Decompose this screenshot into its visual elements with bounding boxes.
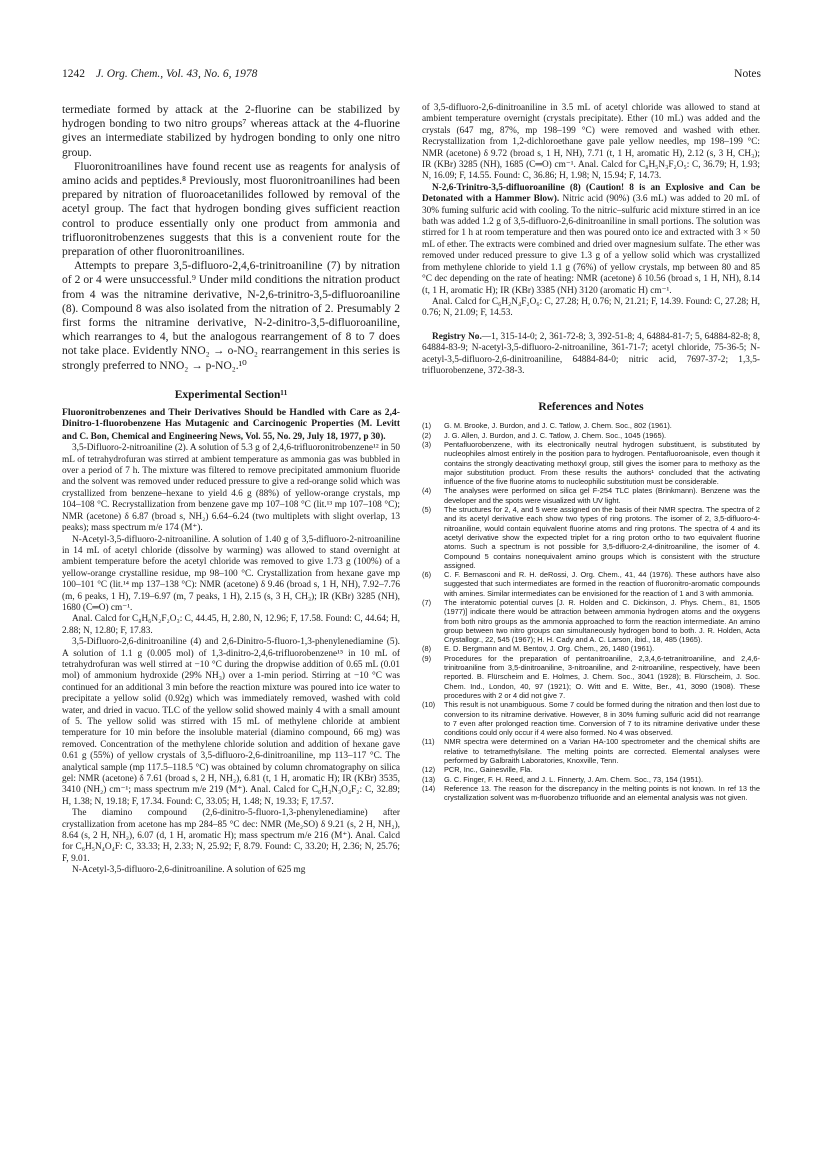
reference-text: PCR, Inc., Gainesville, Fla. (444, 765, 533, 775)
reference-text: The analyses were performed on silica gel F-254 TLC plates (Brinkmann). Benzene was the developer and the spots were visualized with UV light. (444, 486, 760, 505)
reference-number: (10) (422, 700, 436, 710)
references-list (422, 421, 760, 802)
reference-text: Procedures for the preparation of pentanitroaniline, 2,3,4,6-tetranitroaniline, and 2,4,6-trinitroaniline from 3,5-dinitroaniline, 3-nitroaniline, and 2-nitroaniline, respectively, have been reported. B. Flürscheim and E. Holmes, J. Chem. Soc., 3041 (1928); B. Flürscheim, J. Soc. Chem. Ind., London, 40, 97 (1921); O. Witt and E. Witte, Ber., 41, 3090 (1908). These procedures with 2 or 4 did not give 7. (444, 653, 760, 700)
reference-item (422, 440, 760, 486)
reference-text: The interatomic potential curves [J. R. Holden and C. Dickinson, J. Phys. Chem., 81, 1505 (1977)] indicate there would be attraction between ammonia hydrogen atoms and the oxygens from both nitro groups as the ammonia approached to form the reaction intermediate. An amino group between two nitro groups can simultaneously hydrogen bond to both. J. R. Holden, Acta Crystallogr., 22, 545 (1967); H. H. Cady and A. C. Larson, ibid., 18, 485 (1965). (444, 597, 760, 645)
reference-item (422, 775, 760, 784)
registry-numbers (422, 332, 760, 378)
compound-8-procedure: Nitric acid (90%) (3.6 mL) was added to 20 mL of 30% fuming sulfuric acid with cooling. To the nitric–sulfuric acid mixture stirred in an ice bath was added 1.2 g of 3,5-difluoro-2,6-dinitroaniline in small portions. The solution was stirred for 1 h at room temperature and then was poured onto ice and extracted with 3 × 50 mL of ether. The extracts were combined and dried over magnesium sulfate. The ether was removed under reduced pressure to give 1.3 g of a yellow solid which was crystallized from methylene chloride to yield 1.1 g (76%) of yellow crystals, mp between 80 and 85 °C dec depending on the rate of heating: NMR (acetone) δ 10.56 (broad s, 1 H, NH), 8.14 (t, 1 H, aromatic H); IR (KBr) 3385 (NH) 3120 (aromatic H) cm⁻¹. (422, 194, 760, 296)
experimental-paragraph-7: of 3,5-difluoro-2,6-dinitroaniline in 3.5 mL of acetyl chloride was allowed to stand at ambient temperature overnight (crystals precipitate). Ether (10 mL) was added and the crystals (647 mg, 87%, mp 198–199 °C) were removed and washed with ether. Recrystallization from 1,2-dichloroethane gave pale yellow needles, mp 198–199 °C: NMR (acetone) δ 9.72 (broad s, 1 H, NH), 7.71 (t, 1 H, aromatic H), 2.12 (s, 3 H, CH₃); IR (KBr) 3285 (NH), 1685 (C═O) cm⁻¹. Anal. Calcd for C₈H₅N₃F₂O₅: C, 36.79; H, 1.93; N, 16.09; F, 14.55. Found: C, 36.86; H, 1.98; N, 15.94; F, 14.73. (422, 103, 760, 182)
reference-text: Reference 13. The reason for the discrepancy in the melting points is not known. In ref 13 the crystallization solvent was m-fluorobenzo trifluoride and an elemental analysis was not given. (444, 783, 760, 803)
registry-list: —1, 315-14-0; 2, 361-72-8; 3, 392-51-8; 4, 64884-81-7; 5, 64884-82-8; 8, 64884-83-9; N-acetyl-3,5-difluoro-2-nitroaniline, 361-71-7; acetyl chloride, 75-36-5; N-acetyl-3,5-difluoro-2,6-dinitroaniline, 64884-84-0; nitric acid, 7697-37-2; 1,3,5-trifluorobenzene, 372-38-3. (422, 331, 760, 376)
intro-paragraph-2: Fluoronitroanilines have found recent use as reagents for analysis of amino acids and peptides.⁸ Previously, most fluoronitroanilines had been prepared by nitration of fluoroacetanilides followed by removal of the acetyl group. The fact that hydrogen bonding gives sufficient reaction control to produce essentially only one product from ammonia and trifluoronitrobenzenes suggests that this is a convenient route for the preparation of other fluoronitroanilines. (62, 160, 400, 259)
registry-label: Registry No. (432, 331, 482, 342)
reference-number: (1) (422, 421, 432, 431)
experimental-paragraph-9: Anal. Calcd for C₆H₂N₄F₂O₆: C, 27.28; H, 0.76; N, 21.21; F, 14.39. Found: C, 27.28; H, 0.76; N, 21.09; F, 14.53. (422, 296, 760, 319)
reference-item (422, 700, 760, 737)
reference-number: (5) (422, 505, 432, 515)
right-column (422, 103, 760, 803)
reference-item (422, 737, 760, 765)
reference-item (422, 486, 760, 505)
section-label: Notes (734, 68, 761, 80)
reference-text: G. C. Finger, F. H. Reed, and J. L. Finnerty, J. Am. Chem. Soc., 73, 154 (1951). (444, 774, 704, 784)
compound-8-heading: N-2,6-Trinitro-3,5-difluoroaniline (8) (Caution! 8 is an Explosive and Can be Detonated with a Hammer Blow). (422, 182, 760, 205)
references-title: References and Notes (538, 401, 644, 414)
reference-number: (2) (422, 430, 432, 440)
reference-item (422, 644, 760, 653)
experimental-paragraph-5: The diamino compound (2,6-dinitro-5-fluoro-1,3-phenylenediamine) after crystallization from acetone has mp 284–85 °C dec: NMR (Me₂SO) δ 9.21 (s, 2 H, NH₂), 8.64 (s, 2 H, NH₂), 6.07 (d, 1 H, aromatic H); mass spectrum m/e 216 (M⁺). Anal. Calcd for C₆H₅N₄O₄F: C, 33.33; H, 2.33; N, 25.92; F, 8.79. Found: C, 33.20; H, 2.36; N, 25.76; F, 9.01. (62, 808, 400, 864)
experimental-paragraph-4: 3,5-Difluoro-2,6-dinitroaniline (4) and 2,6-Dinitro-5-fluoro-1,3-phenylenediamine (5). A solution of 1.1 g (0.005 mol) of 1,3-dinitro-2,4,6-trifluorobenzene¹⁵ in 10 mL of tetrahydrofuran was well stirred at −10 °C during the dropwise addition of 0.65 mL (0.01 mol) of ammonium hydroxide (29% NH₃) over a 1-min period. Stirring at −10 °C was continued for an additional 3 min before the reaction mixture was poured into ice water to precipitate a yellow solid (0.92g) which was immediately removed, washed with cold water, and dried in vacuo. TLC of the yellow solid showed mainly 4 with a small amount of 5. The yellow solid was stirred with 15 mL of methylene chloride at ambient temperature for 10 min before the insoluble material (diamino compound, 66 mg) was removed. Concentration of the methylene chloride solution and addition of hexane gave 0.61 g (55%) of yellow crystals of 3,5-difluoro-2,6-dinitroaniline, mp 113–117 °C. The analytical sample (mp 117.5–118.5 °C) was obtained by column chromatography on silica gel: NMR (acetone) δ 7.61 (broad s, 2 H, NH₂), 6.81 (t, 1 H, aromatic H); IR (KBr) 3535, 3410 (NH₂) cm⁻¹; mass spectrum m/e 219 (M⁺). Anal. Calcd for C₆H₃N₃O₄F₂: C, 32.89; H, 1.38; N, 19.18; F, 17.34. Found: C, 33.05; H, 1.48; N, 19.33; F, 17.57. (62, 637, 400, 807)
reference-text: G. M. Brooke, J. Burdon, and J. C. Tatlow, J. Chem. Soc., 802 (1961). (444, 421, 672, 431)
reference-text: Pentafluorobenzene, with its electronically neutral hydrogen substituent, is substituted by nucleophiles almost entirely in the position para to hydrogen. Pentafluoroanisole, even though it contains the strongly deactivating methoxyl group, still gives the isomer para to methoxy as the major substitution product. From these results the authors¹ concluded that the activating influence of the five fluorine atoms to nucleophilic substitution must be considerable. (444, 439, 760, 487)
reference-item (422, 431, 760, 440)
left-column (62, 103, 400, 877)
journal-citation: J. Org. Chem., Vol. 43, No. 6, 1978 (95, 68, 258, 80)
experimental-paragraph-1: 3,5-Difluoro-2-nitroaniline (2). A solution of 5.3 g of 2,4,6-trifluoronitrobenzene¹² in 50 mL of tetrahydrofuran was stirred at ambient temperature as ammonia gas was bubbled in over a period of 7 h. The mixture was filtered to remove precipitated ammonium fluoride and the solvent was removed under reduced pressure to give a red-orange solid which was crystallized from benzene–hexane to yield 4.6 g (88%) of yellow-orange crystals, mp 104–108 °C. Recrystallization from benzene gave mp 107–108 °C (lit.¹³ mp 107–108 °C); NMR (acetone) δ 6.87 (broad s, NH₂) 6.64–6.24 (two multiplets with slight overlap, 13 peaks); mass spectrum m/e 174 (M⁺). (62, 443, 400, 534)
reference-number: (3) (422, 439, 432, 449)
page-number: 1242 (62, 68, 85, 80)
reference-number: (7) (422, 597, 432, 607)
reference-text: C. F. Bernasconi and R. H. deRossi, J. Org. Chem., 41, 44 (1976). These authors have also suggested that such intermediates are formed in the reaction of fluoronitro-aromatic compounds with amines. Similar intermediates can be envisioned for the reaction of 1 and 3 with ammonia. (444, 570, 760, 598)
intro-paragraph-1: termediate formed by attack at the 2-fluorine can be stabilized by hydrogen bonding to two nitro groups⁷ whereas attack at the 4-fluorine gives an intermediate stabilized by hydrogen bonding to only one nitro group. (62, 104, 400, 159)
reference-item (422, 505, 760, 570)
reference-item (422, 421, 760, 430)
page-header (62, 68, 761, 84)
reference-item (422, 765, 760, 774)
reference-item (422, 654, 760, 700)
reference-text: NMR spectra were determined on a Varian HA-100 spectrometer and the chemical shifts are relative to tetramethylsilane. The melting points are corrected. Elemental analyses were performed by Galbraith Laboratories, Knoxville, Tenn. (444, 737, 760, 766)
reference-item (422, 570, 760, 598)
reference-number: (11) (422, 737, 435, 747)
intro-paragraph-3: Attempts to prepare 3,5-difluoro-2,4,6-trinitroaniline (7) by nitration of 2 or 4 were unsuccessful.⁹ Under mild conditions the nitration product from 4 was the nitramine derivative, N-2,6-trinitro-3,5-difluoroaniline (8). Compound 8 was also isolated from the nitration of 2. Presumably 2 first forms the nitramine derivative, N-2-dinitro-3,5-difluoroaniline, which rearranges to 4, but the analogous rearrangement of 8 to 7 does not take place. Evidently NNO₂ → o-NO₂ rearrangement in this series is strongly preferred to NNO₂ → p-NO₂.¹⁰ (62, 260, 400, 372)
experimental-paragraph-2: N-Acetyl-3,5-difluoro-2-nitroaniline. A solution of 1.40 g of 3,5-difluoro-2-nitroaniline in 14 mL of acetyl chloride (dissolve by warming) was allowed to stand overnight at ambient temperature before the acetyl chloride was removed to give 1.73 g (100%) of a yellow-orange crystalline residue, mp 98–100 °C. Crystallization from hexane gave mp 100–101 °C (lit.¹⁴ mp 137–138 °C): NMR (acetone) δ 9.46 (broad s, 1 H, NH), 7.92–7.76 (m, 6 peaks, 1 H), 7.19–6.97 (m, 7 peaks, 1 H), 2.15 (s, 3 H, CH₃); IR (KBr) 3285 (NH), 1680 (C═O) cm⁻¹. (62, 534, 400, 613)
reference-number: (12) (422, 765, 436, 775)
experimental-paragraph-3: Anal. Calcd for C₈H₆N₂F₂O₃: C, 44.45, H, 2.80, N, 12.96; F, 17.58. Found: C, 44.64; H, 2.88; N, 12.80; F, 17.83. (62, 614, 400, 636)
experimental-section-title: Experimental Section¹¹ (174, 388, 288, 401)
reference-text: E. D. Bergmann and M. Bentov, J. Org. Chem., 26, 1480 (1961). (444, 644, 655, 654)
reference-number: (6) (422, 570, 432, 580)
reference-number: (14) (422, 783, 436, 793)
caution-heading: Fluoronitrobenzenes and Their Derivatives Should be Handled with Care as 2,4-Dinitro-1-fluorobenzene Has Mutagenic and Carcinogenic Properties (62, 406, 400, 430)
reference-number: (9) (422, 653, 432, 663)
reference-item (422, 784, 760, 803)
experimental-paragraph-8 (422, 183, 760, 297)
caution-citation: (M. Levitt and C. Bon, Chemical and Engineering News, Vol. 55, No. 29, July 18, 1977, p 30). (62, 419, 400, 442)
reference-number: (8) (422, 644, 432, 654)
reference-text: This result is not unambiguous. Some 7 could be formed during the nitration and then lost due to conversion to its nitramine derivative. However, 8 in 30% fuming sulfuric acid did not rearrange to 7 even after prolonged reaction time. Conversion of 7 to its nitramine derivative under these conditions could only occur if 4 were also formed. No 4 was observed. (444, 700, 760, 738)
reference-number: (4) (422, 486, 432, 496)
reference-number: (13) (422, 774, 436, 784)
reference-item (422, 598, 760, 644)
reference-text: The structures for 2, 4, and 5 were assigned on the basis of their NMR spectra. The spectra of 2 and its acetyl derivative each show two types of ring protons. The isomer of 2, 3,5-difluoro-4-nitroaniline, would contain equivalent fluorine atoms and ring protons. The spectra of 4 and its acetyl derivative show the expected triplet for a ring proton ortho to two equivalent fluorine atoms. Such a spectrum is not possible for 3,5-difluoro-2,4-dinitroaniline, the isomer of 4. Compound 5 contains nonequivalent amino groups which is consistent with the structure assigned. (444, 505, 760, 570)
caution-paragraph (62, 407, 400, 443)
reference-text: J. G. Allen, J. Burdon, and J. C. Tatlow, J. Chem. Soc., 1045 (1965). (444, 430, 667, 440)
experimental-paragraph-6: N-Acetyl-3,5-difluoro-2,6-dinitroaniline. A solution of 625 mg (72, 865, 306, 876)
